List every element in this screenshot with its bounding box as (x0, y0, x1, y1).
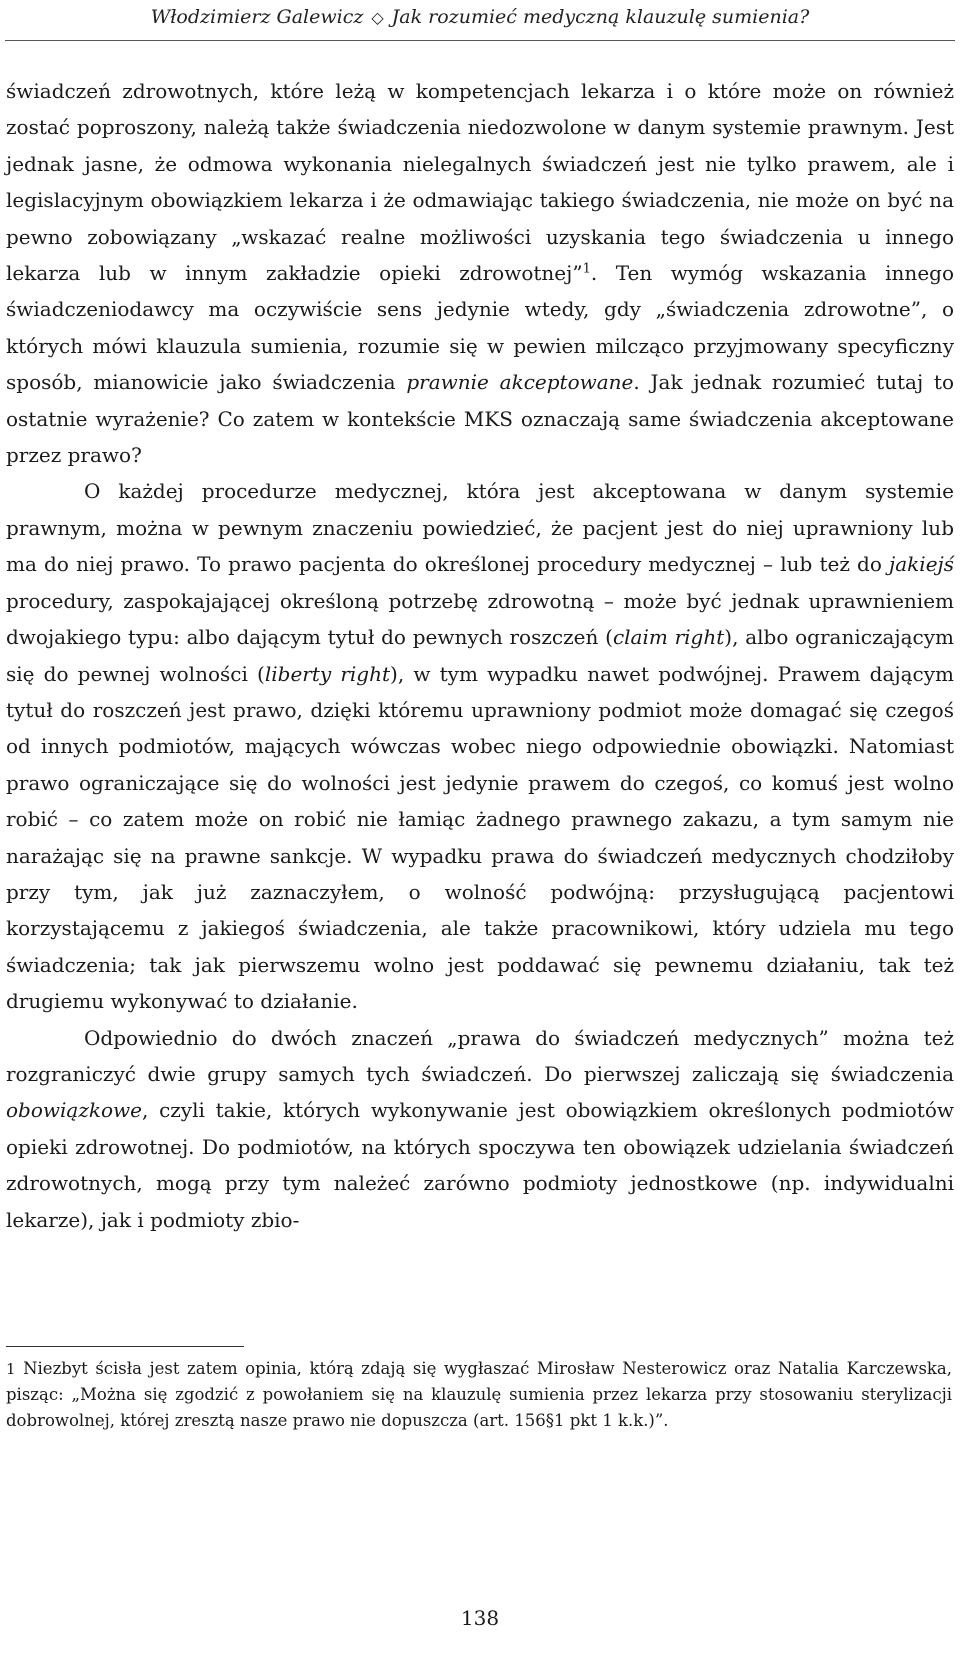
header-rule (5, 40, 955, 41)
text-run: O każdej procedurze medycznej, która jest akceptowana w danym systemie prawnym, można w pewnym znaczeniu powiedzieć, że pacjent jest do niej uprawniony lub ma do niej prawo. To prawo pacjenta do określonej procedury medycznej – lub też do (6, 479, 954, 577)
footnote-paragraph (6, 1356, 952, 1434)
footnote-separator (6, 1346, 244, 1347)
italic-term: jakiejś (889, 552, 954, 577)
running-header (0, 6, 960, 28)
text-run: Odpowiednio do dwóch znaczeń „prawa do świadczeń medycznych” można też rozgraniczyć dwie grupy samych tych świadczeń. Do pierwszej zaliczają się świadczenia (6, 1025, 954, 1086)
body-paragraph (6, 473, 954, 1019)
text-run: , czyli takie, których wykonywanie jest obowiązkiem określonych podmiotów opieki zdrowotnej. Do podmiotów, na których spoczywa ten obowiązek udzielania świadczeń zdrowotnych, mogą przy tym należeć zarówno podmioty jednostkowe (np. indywidualni lekarze), jak i podmioty zbio- (6, 1098, 954, 1232)
footnote-reference: 1 (582, 261, 591, 277)
footnote-mark: 1 (6, 1360, 16, 1378)
body-paragraph (6, 1020, 954, 1238)
main-text (6, 73, 954, 1238)
text-run: ), albo ograniczającym się do pewnej wolności ( (6, 625, 954, 686)
text-run: świadczeń zdrowotnych, które leżą w kompetencjach lekarza i o które może on również zostać poproszony, należą także świadczenia niedozwolone w danym systemie prawnym. Jest jednak jasne, że odmowa wykonania nielegalnych świadczeń jest nie tylko prawem, ale i legislacyjnym obowiązkiem lekarza i że odmawiając takiego świadczenia, nie może on być na pewno zobowiązany „wskazać realne możliwości uzyskania tego świadczenia u innego lekarza lub w innym zakładzie opieki zdrowotnej” (6, 79, 954, 286)
italic-term: obowiązkowe (6, 1098, 142, 1123)
diamond-separator-icon: ◇ (371, 8, 384, 27)
footnote (6, 1356, 952, 1434)
text-run: procedury, zaspokajającej określoną potrzebę zdrowotną – może być jednak uprawnieniem dwojakiego typu: albo dającym tytuł do pewnych roszczeń ( (6, 588, 954, 650)
header-author: Włodzimierz Galewicz (150, 6, 364, 28)
italic-term: prawnie akceptowane (406, 370, 634, 395)
footnote-text: Niezbyt ścisła jest zatem opinia, którą zdają się wygłaszać Mirosław Nesterowicz oraz Natalia Karczewska, pisząc: „Można się zgodzić z powołaniem się na klauzulę sumienia przez lekarza przy stosowaniu sterylizacji dobrowolnej, której zresztą nasze prawo nie dopuszcza (art. 156§1 pkt 1 k.k.)”. (6, 1359, 952, 1430)
italic-term: liberty right (264, 661, 391, 686)
text-run: . Jak jednak rozumieć tutaj to ostatnie wyrażenie? Co zatem w kontekście MKS oznaczają same świadczenia akceptowane przez prawo? (6, 370, 954, 468)
header-title: Jak rozumieć medyczną klauzulę sumienia? (391, 6, 810, 28)
page-number: 138 (460, 1606, 500, 1630)
text-run: ), w tym wypadku nawet podwójnej. Prawem dającym tytuł do roszczeń jest prawo, dzięki któremu uprawniony podmiot może domagać się czegoś od innych podmiotów, mających wówczas wobec niego odpowiednie obowiązki. Natomiast prawo ograniczające się do wolności jest jedynie prawem do czegoś, co komuś jest wolno robić – co zatem może on robić nie łamiąc żadnego prawnego zakazu, a tym samym nie narażając się na prawne sankcje. W wypadku prawa do świadczeń medycznych chodziłoby przy tym, jak już zaznaczyłem, o wolność podwójną: przysługującą pacjentowi korzystającemu z jakiegoś świadczenia, ale także pracownikowi, który udziela mu tego świadczenia; tak jak pierwszemu wolno jest poddawać się pewnemu działaniu, tak też drugiemu wykonywać to działanie. (6, 661, 954, 1014)
body-paragraph (6, 73, 954, 473)
italic-term: claim right (612, 625, 725, 650)
text-run: . Ten wymóg wskazania innego świadczeniodawcy ma oczywiście sens jedynie wtedy, gdy „świadczenia zdrowotne”, o których mówi klauzula sumienia, rozumie się w pewien milcząco przyjmowany specyficzny sposób, mianowicie jako świadczenia (6, 261, 954, 395)
